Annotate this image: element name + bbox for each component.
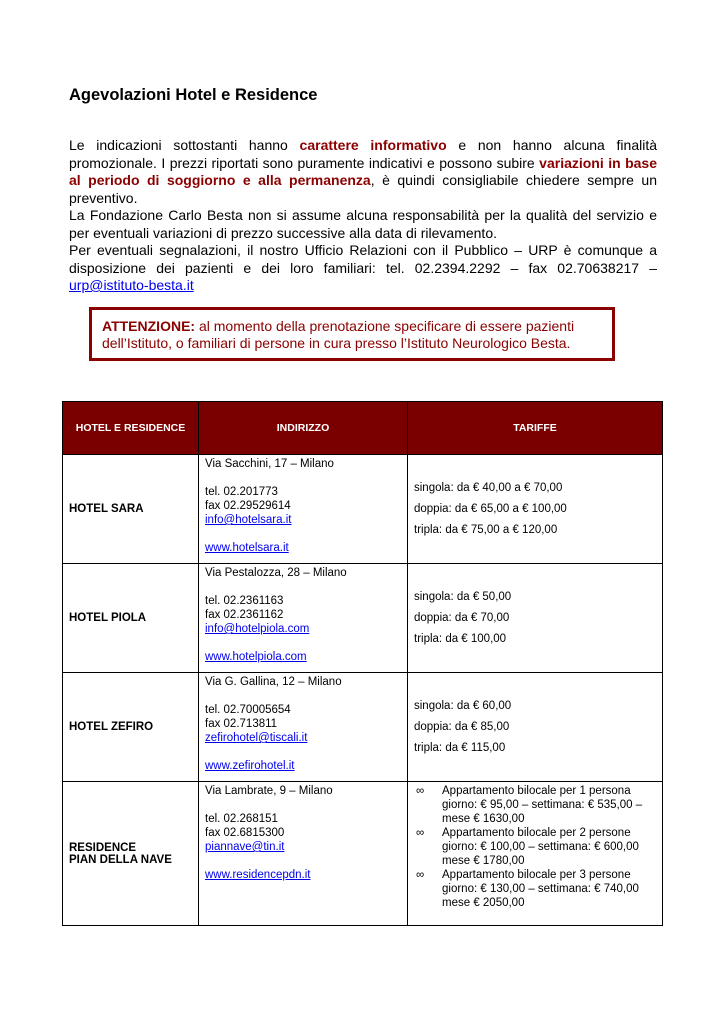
website-link[interactable]: www.hotelpiola.com: [205, 651, 307, 663]
fax: fax 02.2361162: [205, 609, 284, 621]
rate-single: singola: da € 50,00: [414, 590, 512, 603]
hotel-name: HOTEL PIOLA: [63, 564, 199, 673]
bullet-icon: ∞: [416, 785, 425, 797]
rate-single: singola: da € 40,00 a € 70,00: [414, 481, 563, 494]
rate-single: singola: da € 60,00: [414, 699, 512, 712]
hotels-table: [62, 401, 663, 926]
address: Via Lambrate, 9 – Milano: [205, 785, 333, 797]
intro-paragraph-2: La Fondazione Carlo Besta non si assume alcuna responsabilità per la qualità del servizio e per eventuali variazioni di prezzo successive alla data di rilevamento.: [69, 207, 657, 241]
email-link[interactable]: zefirohotel@tiscali.it: [205, 732, 308, 744]
address: Via G. Gallina, 12 – Milano: [205, 676, 342, 688]
bullet-icon: ∞: [416, 827, 425, 839]
table-row: [63, 455, 663, 564]
fax: fax 02.29529614: [205, 500, 291, 512]
warning-text: al momento della prenotazione specificare di essere pazienti dell’Istituto, o familiari di persone in cura presso l’Istituto Neurologico Besta.: [102, 318, 575, 351]
rate-triple: tripla: da € 115,00: [414, 741, 506, 754]
intro-paragraph-3: Per eventuali segnalazioni, il nostro Ufficio Relazioni con il Pubblico – URP è comunque a disposizione dei pazienti e dei loro familiari: tel. 02.2394.2292 – fax 02.70638217 – urp@istituto-besta.it: [69, 242, 657, 293]
fax: fax 02.6815300: [205, 827, 285, 839]
hotel-name: HOTEL ZEFIRO: [63, 673, 199, 782]
address: Via Pestalozza, 28 – Milano: [205, 567, 347, 579]
hotel-address-cell: [199, 673, 408, 782]
residence-name: RESIDENCE PIAN DELLA NAVE: [63, 782, 199, 926]
phone: tel. 02.268151: [205, 813, 278, 825]
rate-double: doppia: da € 65,00 a € 100,00: [414, 502, 567, 515]
phone: tel. 02.2361163: [205, 595, 284, 607]
header-rates: TARIFFE: [408, 402, 663, 455]
table-header-row: [63, 402, 663, 455]
rate-triple: tripla: da € 75,00 a € 120,00: [414, 523, 558, 536]
fax: fax 02.713811: [205, 718, 278, 730]
address: Via Sacchini, 17 – Milano: [205, 458, 334, 470]
table-row: [63, 564, 663, 673]
website-link[interactable]: www.hotelsara.it: [205, 542, 289, 554]
warning-label: ATTENZIONE:: [102, 318, 196, 334]
hotel-address-cell: [199, 564, 408, 673]
email-link[interactable]: info@hotelsara.it: [205, 514, 292, 526]
page-title: Agevolazioni Hotel e Residence: [69, 86, 318, 104]
phone: tel. 02.201773: [205, 486, 278, 498]
apartments-cell: ∞ Appartamento bilocale per 1 persona giorno: € 95,00 – settimana: € 535,00 – mese € 1630,00 ∞ Appartamento bilocale per 2 persone giorno: € 100,00 – settimana: € 600,00 mese € 1780,00 ∞ Appartamento bilocale per 3 persone giorno: € 130,00 – settimana: € 740,00 mese € 2050,00: [408, 782, 663, 926]
bullet-icon: ∞: [416, 869, 425, 881]
header-address: INDIRIZZO: [199, 402, 408, 455]
apartment-item: ∞ Appartamento bilocale per 2 persone: [416, 827, 631, 839]
rate-double: doppia: da € 85,00: [414, 720, 510, 733]
apartment-item: ∞ Appartamento bilocale per 1 persona: [416, 785, 631, 797]
hotel-address-cell: [199, 782, 408, 926]
phone: tel. 02.70005654: [205, 704, 291, 716]
email-link[interactable]: piannave@tin.it: [205, 841, 285, 853]
rate-triple: tripla: da € 100,00: [414, 632, 507, 645]
intro-paragraph-1: Le indicazioni sottostanti hanno carattere informativo e non hanno alcuna finalità promozionale. I prezzi riportati sono puramente indicativi e possono subire variazioni in base al periodo di soggiorno e alla permanenza, è quindi consigliabile chiedere sempre un preventivo.: [69, 137, 657, 206]
email-link[interactable]: info@hotelpiola.com: [205, 623, 310, 635]
website-link[interactable]: www.zefirohotel.it: [205, 760, 295, 772]
table-row: [63, 782, 663, 926]
table-row: [63, 673, 663, 782]
hotel-name: HOTEL SARA: [63, 455, 199, 564]
header-hotel: HOTEL E RESIDENCE: [63, 402, 199, 455]
warning-box: [89, 307, 615, 361]
intro-text: [69, 137, 657, 295]
website-link[interactable]: www.residencepdn.it: [205, 869, 311, 881]
urp-email-link[interactable]: urp@istituto-besta.it: [69, 277, 194, 293]
apartment-item: ∞ Appartamento bilocale per 3 persone: [416, 869, 631, 881]
rate-double: doppia: da € 70,00: [414, 611, 510, 624]
rates-cell: [408, 455, 663, 564]
hotel-address-cell: [199, 455, 408, 564]
rates-cell: [408, 673, 663, 782]
rates-cell: [408, 564, 663, 673]
